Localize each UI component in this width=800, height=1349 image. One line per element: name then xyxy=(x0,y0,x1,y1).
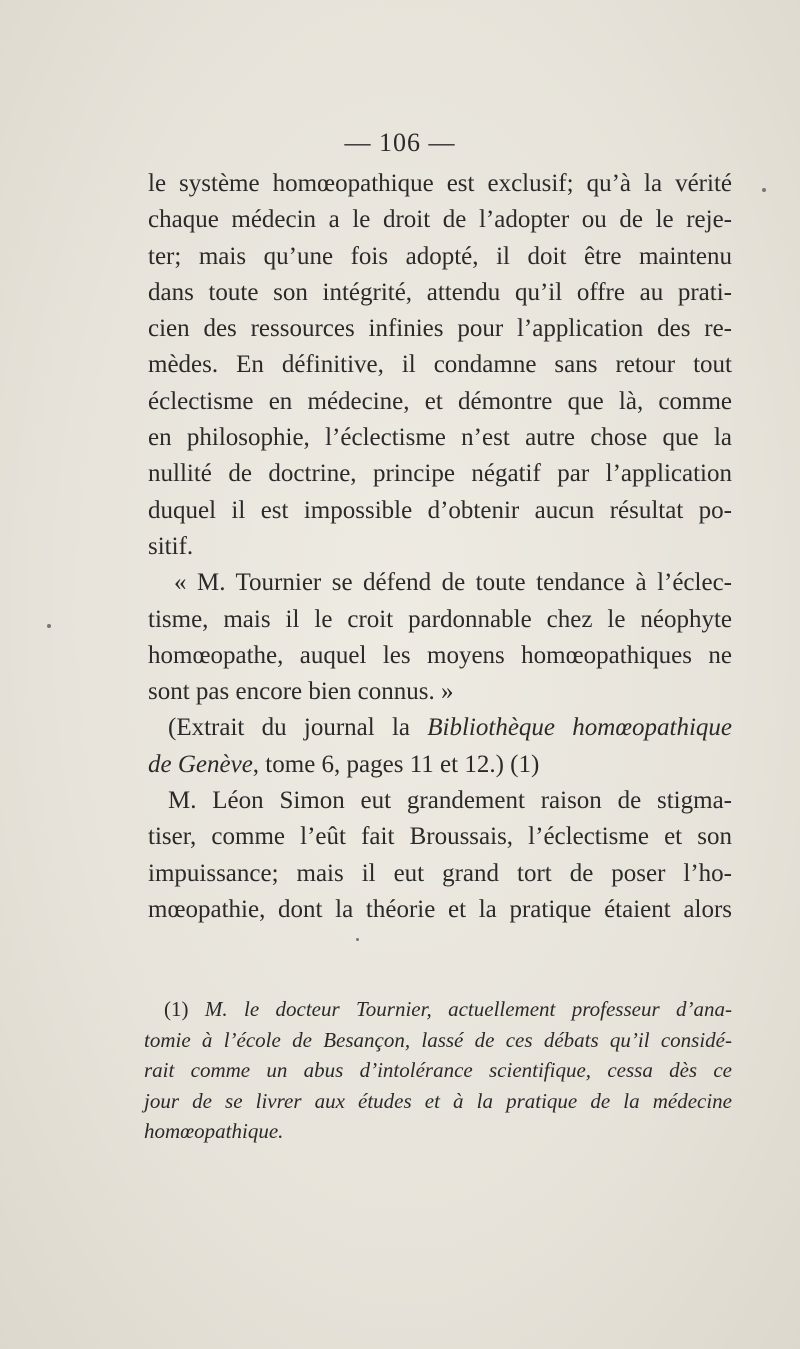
citation-journal-cont: de Genève xyxy=(148,750,253,778)
text-line: sitif. xyxy=(148,532,194,560)
main-text xyxy=(148,166,732,928)
text-line: le système homœopathique est exclusif; qu’à la vérité xyxy=(148,170,732,197)
text-line: ter; mais qu’une fois adopté, il doit être maintenu xyxy=(148,242,732,270)
text-line: chaque médecin a le droit de l’adopter ou de le reje- xyxy=(148,206,732,234)
text-line: cien des ressources infinies pour l’application des re- xyxy=(148,315,732,343)
footnote-marker: (1) xyxy=(164,997,189,1021)
text-line: mèdes. En définitive, il condamne sans retour tout xyxy=(148,351,732,379)
citation-line-1 xyxy=(148,710,732,746)
footnote-line: homœopathique. xyxy=(144,1119,284,1143)
citation-line-2 xyxy=(148,747,732,783)
text-line: mœopathie, dont la théorie et la pratique étaient alors xyxy=(148,895,732,923)
text-line: homœopathe, auquel les moyens homœopathiques ne xyxy=(148,641,732,669)
paper-speck xyxy=(762,188,766,192)
text-line: « M. Tournier se défend de toute tendance à l’éclec- xyxy=(174,569,732,597)
footnote-line: tomie à l’école de Besançon, lassé de ces débats qu’il considé- xyxy=(144,1027,732,1052)
footnote-line-1 xyxy=(144,994,732,1025)
footnote-text: M. le docteur Tournier, actuellement professeur d’ana- xyxy=(204,997,732,1021)
text-line: tiser, comme l’eût fait Broussais, l’éclectisme et son xyxy=(148,823,732,851)
citation-suffix: , tome 6, pages 11 et 12.) (1) xyxy=(252,750,540,778)
text-line: tisme, mais il le croit pardonnable chez le néophyte xyxy=(148,605,732,633)
text-line: en philosophie, l’éclectisme n’est autre chose que la xyxy=(148,424,732,452)
footnote-line: jour de se livrer aux études et à la pratique de la médecine xyxy=(144,1088,732,1113)
text-line: nullité de doctrine, principe négatif par l’application xyxy=(148,460,732,488)
text-line: duquel il est impossible d’obtenir aucun résultat po- xyxy=(148,496,732,524)
paper-speck xyxy=(356,938,359,941)
text-line: M. Léon Simon eut grandement raison de stigma- xyxy=(168,787,732,815)
footnote-line: rait comme un abus d’intolérance scientifique, cessa dès ce xyxy=(144,1058,732,1082)
paper-speck xyxy=(47,624,51,628)
text-line: dans toute son intégrité, attendu qu’il offre au prati- xyxy=(148,278,732,306)
citation-prefix: (Extrait du journal la xyxy=(168,714,428,742)
page-number: — 106 — xyxy=(344,128,456,157)
text-line: éclectisme en médecine, et démontre que là, comme xyxy=(148,387,732,415)
text-line: sont pas encore bien connus. » xyxy=(148,678,454,706)
footnote xyxy=(144,994,732,1147)
citation-journal: Bibliothèque homœopathique xyxy=(427,714,732,742)
text-line: impuissance; mais il eut grand tort de poser l’ho- xyxy=(148,859,732,887)
